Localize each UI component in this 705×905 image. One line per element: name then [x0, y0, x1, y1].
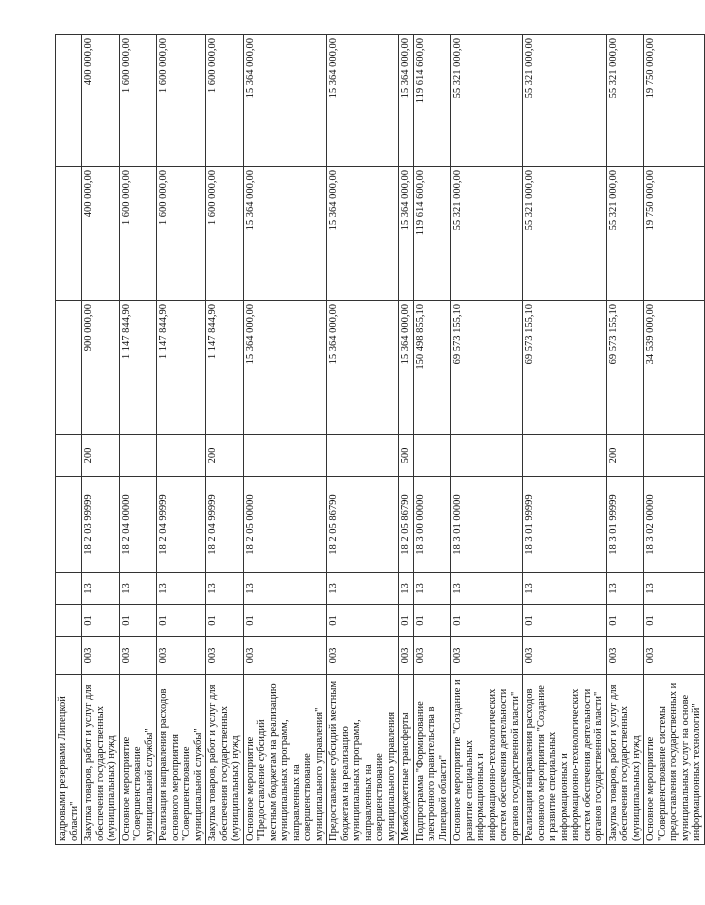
row-name: Реализация направления расходов основного мероприятия "Совершенствование муниципальной службы": [157, 675, 206, 845]
row-sum-2: 55 321 000,00: [606, 167, 644, 301]
row-rz: 01: [206, 605, 244, 637]
row-rz: [56, 605, 82, 637]
row-ved: [56, 637, 82, 675]
row-csr: 18 3 02 00000: [644, 477, 705, 573]
row-rz: 01: [243, 605, 327, 637]
row-vr: 200: [606, 435, 644, 477]
row-rz: 01: [451, 605, 523, 637]
row-sum-2: 1 600 000,00: [157, 167, 206, 301]
row-sum-2: 1 600 000,00: [119, 167, 157, 301]
row-csr: 18 3 01 99999: [523, 477, 607, 573]
row-pr: 13: [82, 573, 120, 605]
row-ved: 003: [327, 637, 399, 675]
row-vr: [413, 435, 451, 477]
row-name: Предоставление субсидий местным бюджетам на реализацию муниципальных программ, направленных на совершенствование муниципального управления: [327, 675, 399, 845]
row-vr: [243, 435, 327, 477]
row-ved: 003: [82, 637, 120, 675]
row-csr: 18 2 04 00000: [119, 477, 157, 573]
row-sum-2: 15 364 000,00: [327, 167, 399, 301]
row-pr: 13: [119, 573, 157, 605]
row-sum-1: 15 364 000,00: [327, 301, 399, 435]
row-sum-3: 55 321 000,00: [451, 35, 523, 167]
row-csr: 18 3 01 99999: [606, 477, 644, 573]
row-pr: 13: [606, 573, 644, 605]
row-csr: 18 2 03 99999: [82, 477, 120, 573]
row-name: кадровыми резервами Липецкой области": [56, 675, 82, 845]
row-sum-1: 15 364 000,00: [243, 301, 327, 435]
row-name: Основное мероприятие "Создание и развитие специальных информационных и информационно-технологических систем обеспечения деятельности органов государственной власти": [451, 675, 523, 845]
row-sum-3: 55 321 000,00: [606, 35, 644, 167]
table-row: [523, 35, 607, 845]
row-vr: 500: [399, 435, 414, 477]
row-sum-3: 1 600 000,00: [206, 35, 244, 167]
row-ved: 003: [606, 637, 644, 675]
row-vr: [327, 435, 399, 477]
row-rz: 01: [119, 605, 157, 637]
row-rz: 01: [157, 605, 206, 637]
row-sum-2: 55 321 000,00: [451, 167, 523, 301]
row-name: Закупка товаров, работ и услуг для обеспечения государственных (муниципальных) нужд: [606, 675, 644, 845]
row-vr: [119, 435, 157, 477]
row-ved: 003: [243, 637, 327, 675]
row-sum-2: 119 614 600,00: [413, 167, 451, 301]
table-row: [327, 35, 399, 845]
row-sum-3: 400 000,00: [82, 35, 120, 167]
row-vr: 200: [82, 435, 120, 477]
row-sum-2: 15 364 000,00: [399, 167, 414, 301]
row-name: Основное мероприятие "Совершенствование системы предоставления государственных и муниципальных услуг на основе информационных технологий": [644, 675, 705, 845]
row-sum-1: 15 364 000,00: [399, 301, 414, 435]
row-name: Межбюджетные трансферты: [399, 675, 414, 845]
table-row: [399, 35, 414, 845]
row-sum-3: 55 321 000,00: [523, 35, 607, 167]
row-ved: 003: [644, 637, 705, 675]
row-csr: [56, 477, 82, 573]
row-pr: 13: [644, 573, 705, 605]
row-ved: 003: [451, 637, 523, 675]
row-ved: 003: [399, 637, 414, 675]
row-csr: 18 2 04 99999: [157, 477, 206, 573]
row-csr: 18 2 04 99999: [206, 477, 244, 573]
table-row: [56, 35, 82, 845]
row-csr: 18 2 05 00000: [243, 477, 327, 573]
row-sum-3: 119 614 600,00: [413, 35, 451, 167]
table-row: [243, 35, 327, 845]
row-sum-1: 69 573 155,10: [451, 301, 523, 435]
row-name: Основное мероприятие "Предоставление субсидий местным бюджетам на реализацию муниципальных программ, направленных на совершенствование муниципального управления": [243, 675, 327, 845]
row-name: Основное мероприятие "Совершенствование муниципальной службы": [119, 675, 157, 845]
table-row: [119, 35, 157, 845]
table-row: [413, 35, 451, 845]
table-row: [644, 35, 705, 845]
row-sum-1: 150 498 855,10: [413, 301, 451, 435]
row-sum-3: 19 750 000,00: [644, 35, 705, 167]
row-sum-1: 1 147 844,90: [119, 301, 157, 435]
row-csr: 18 3 01 00000: [451, 477, 523, 573]
row-sum-2: [56, 167, 82, 301]
row-sum-2: 19 750 000,00: [644, 167, 705, 301]
budget-table: [55, 34, 705, 845]
row-name: Реализация направления расходов основного мероприятия "Создание и развитие специальных информационных и информационно-технологических систем обеспечения деятельности органов государственной власти": [523, 675, 607, 845]
row-ved: 003: [523, 637, 607, 675]
row-sum-1: 69 573 155,10: [606, 301, 644, 435]
row-rz: 01: [82, 605, 120, 637]
row-ved: 003: [157, 637, 206, 675]
row-sum-3: 15 364 000,00: [243, 35, 327, 167]
row-sum-2: 15 364 000,00: [243, 167, 327, 301]
table-row: [82, 35, 120, 845]
budget-table-page: [55, 35, 702, 845]
row-csr: 18 3 00 00000: [413, 477, 451, 573]
row-pr: 13: [157, 573, 206, 605]
row-sum-3: [56, 35, 82, 167]
table-row: [157, 35, 206, 845]
row-vr: [56, 435, 82, 477]
row-pr: 13: [206, 573, 244, 605]
table-row: [206, 35, 244, 845]
row-sum-3: 15 364 000,00: [327, 35, 399, 167]
row-pr: [56, 573, 82, 605]
row-vr: [523, 435, 607, 477]
row-sum-2: 400 000,00: [82, 167, 120, 301]
row-pr: 13: [451, 573, 523, 605]
row-sum-3: 1 600 000,00: [119, 35, 157, 167]
row-pr: 13: [413, 573, 451, 605]
row-name: Закупка товаров, работ и услуг для обеспечения государственных (муниципальных) нужд: [206, 675, 244, 845]
row-ved: 003: [119, 637, 157, 675]
row-pr: 13: [243, 573, 327, 605]
row-name: Закупка товаров, работ и услуг для обеспечения государственных (муниципальных) нужд: [82, 675, 120, 845]
row-sum-1: [56, 301, 82, 435]
row-sum-3: 1 600 000,00: [157, 35, 206, 167]
row-sum-2: 55 321 000,00: [523, 167, 607, 301]
row-pr: 13: [399, 573, 414, 605]
row-rz: 01: [644, 605, 705, 637]
row-sum-1: 1 147 844,90: [157, 301, 206, 435]
row-rz: 01: [523, 605, 607, 637]
row-vr: [451, 435, 523, 477]
row-pr: 13: [523, 573, 607, 605]
row-rz: 01: [399, 605, 414, 637]
table-row: [606, 35, 644, 845]
row-vr: [644, 435, 705, 477]
row-pr: 13: [327, 573, 399, 605]
row-ved: 003: [206, 637, 244, 675]
row-vr: 200: [206, 435, 244, 477]
row-sum-1: 900 000,00: [82, 301, 120, 435]
row-sum-1: 1 147 844,90: [206, 301, 244, 435]
row-sum-3: 15 364 000,00: [399, 35, 414, 167]
row-csr: 18 2 05 86790: [327, 477, 399, 573]
row-rz: 01: [413, 605, 451, 637]
row-name: Подпрограмма "Формирование электронного правительства в Липецкой области": [413, 675, 451, 845]
row-sum-1: 69 573 155,10: [523, 301, 607, 435]
row-vr: [157, 435, 206, 477]
row-sum-2: 1 600 000,00: [206, 167, 244, 301]
row-csr: 18 2 05 86790: [399, 477, 414, 573]
table-body: [56, 35, 705, 845]
row-rz: 01: [606, 605, 644, 637]
row-ved: 003: [413, 637, 451, 675]
table-row: [451, 35, 523, 845]
row-sum-1: 34 539 000,00: [644, 301, 705, 435]
row-rz: 01: [327, 605, 399, 637]
